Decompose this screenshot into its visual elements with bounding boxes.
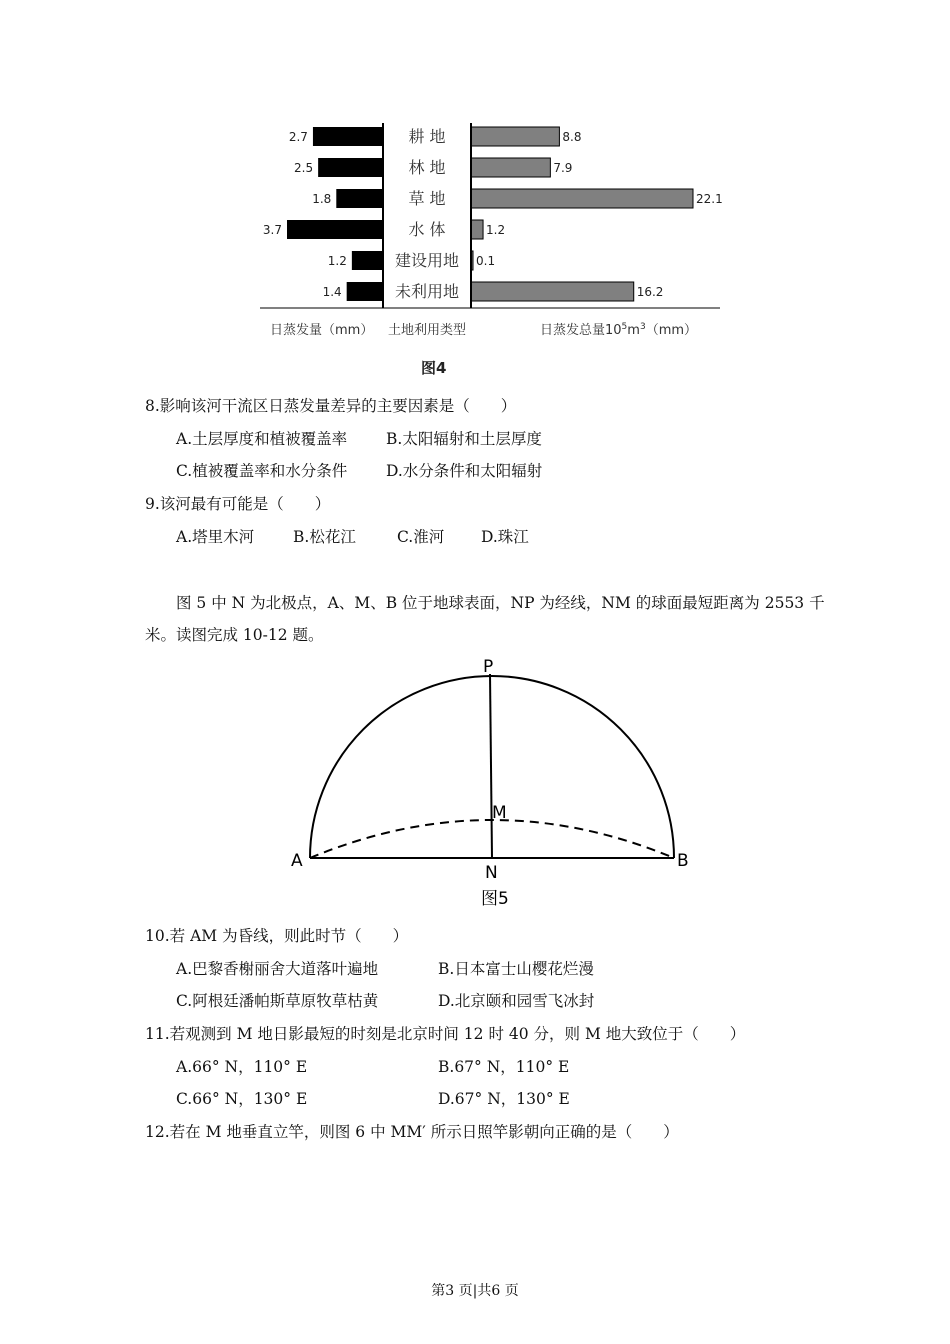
left-value-label-4: 1.2 bbox=[327, 254, 347, 268]
left-bar-4 bbox=[352, 251, 383, 270]
q12-stem: 12.若在 M 地垂直立竿，则图 6 中 MM′ 所示日照竿影朝向正确的是（ ） bbox=[145, 1123, 679, 1141]
right-value-label-4: 0.1 bbox=[476, 254, 496, 268]
right-bar-3 bbox=[471, 220, 483, 239]
q9-option-a[interactable]: A.塔里木河 bbox=[176, 528, 255, 546]
q11-stem: 11.若观测到 M 地日影最短的时刻是北京时间 12 时 40 分，则 M 地大致位于（ ） bbox=[145, 1025, 746, 1043]
left-value-label-3: 3.7 bbox=[262, 223, 282, 237]
right-bar-1 bbox=[471, 158, 550, 177]
q11-option-b[interactable]: B.67° N，110° E bbox=[438, 1058, 570, 1076]
figure4-chart bbox=[260, 118, 723, 380]
intro-line-1: 图 5 中 N 为北极点，A、M、B 位于地球表面，NP 为经线，NM 的球面最短距离为 2553 千 bbox=[176, 594, 825, 612]
right-value-label-3: 1.2 bbox=[486, 223, 506, 237]
right-value-label-1: 7.9 bbox=[553, 161, 573, 175]
label-a: A bbox=[291, 851, 303, 871]
q10-option-d[interactable]: D.北京颐和园雪飞冰封 bbox=[438, 992, 595, 1010]
q8-stem: 8.影响该河干流区日蒸发量差异的主要因素是（ ） bbox=[145, 397, 517, 415]
right-value-label-2: 22.1 bbox=[696, 192, 723, 206]
label-n: N bbox=[485, 863, 498, 883]
label-m: M bbox=[492, 803, 507, 823]
q9-option-d[interactable]: D.珠江 bbox=[481, 528, 529, 546]
category-label-5: 未利用地 bbox=[394, 282, 460, 301]
intro-line-2: 米。读图完成 10-12 题。 bbox=[145, 626, 324, 644]
q9-option-b[interactable]: B.松花江 bbox=[293, 528, 356, 546]
figure5-caption: 图5 bbox=[481, 889, 509, 909]
xlabel-center: 土地利用类型 bbox=[388, 323, 467, 338]
right-value-label-0: 8.8 bbox=[562, 130, 582, 144]
q10-option-a[interactable]: A.巴黎香榭丽舍大道落叶遍地 bbox=[176, 960, 379, 978]
label-p: P bbox=[483, 657, 494, 677]
q10-option-c[interactable]: C.阿根廷潘帕斯草原牧草枯黄 bbox=[176, 992, 379, 1010]
category-label-3: 水 体 bbox=[408, 220, 446, 239]
q8-option-c[interactable]: C.植被覆盖率和水分条件 bbox=[176, 462, 348, 480]
chart-title: 图4 bbox=[421, 359, 447, 377]
left-bar-3 bbox=[287, 220, 383, 239]
left-bar-0 bbox=[313, 127, 383, 146]
q11-option-c[interactable]: C.66° N，130° E bbox=[176, 1090, 308, 1108]
figure5-diagram bbox=[285, 652, 705, 912]
label-b: B bbox=[677, 851, 689, 871]
category-label-1: 林 地 bbox=[408, 158, 446, 177]
q11-option-a[interactable]: A.66° N，110° E bbox=[176, 1058, 308, 1076]
page-footer: 第3 页|共6 页 bbox=[431, 1283, 519, 1299]
meridian-np bbox=[490, 674, 492, 858]
category-label-0: 耕 地 bbox=[408, 127, 446, 146]
left-value-label-0: 2.7 bbox=[288, 130, 308, 144]
left-bar-1 bbox=[318, 158, 383, 177]
q8-option-d[interactable]: D.水分条件和太阳辐射 bbox=[386, 462, 543, 480]
left-value-label-1: 2.5 bbox=[294, 161, 314, 175]
left-value-label-2: 1.8 bbox=[312, 192, 332, 206]
category-label-4: 建设用地 bbox=[394, 251, 460, 270]
category-label-2: 草 地 bbox=[408, 189, 446, 208]
q9-option-c[interactable]: C.淮河 bbox=[397, 528, 445, 546]
left-bar-2 bbox=[336, 189, 383, 208]
q10-option-b[interactable]: B.日本富士山樱花烂漫 bbox=[438, 960, 594, 978]
right-bar-0 bbox=[471, 127, 559, 146]
right-bar-5 bbox=[471, 282, 634, 301]
left-value-label-5: 1.4 bbox=[322, 285, 342, 299]
right-bar-2 bbox=[471, 189, 693, 208]
q8-option-b[interactable]: B.太阳辐射和土层厚度 bbox=[386, 430, 542, 448]
left-bar-5 bbox=[347, 282, 383, 301]
xlabel-right: 日蒸发总量$10^5m^3(mm)$ bbox=[540, 322, 698, 338]
xlabel-left: 日蒸发量（mm） bbox=[270, 323, 374, 338]
q10-stem: 10.若 AM 为昏线，则此时节（ ） bbox=[145, 927, 409, 945]
q11-option-d[interactable]: D.67° N，130° E bbox=[438, 1090, 570, 1108]
right-value-label-5: 16.2 bbox=[636, 285, 664, 299]
q8-option-a[interactable]: A.土层厚度和植被覆盖率 bbox=[176, 430, 348, 448]
q9-stem: 9.该河最有可能是（ ） bbox=[145, 495, 331, 513]
